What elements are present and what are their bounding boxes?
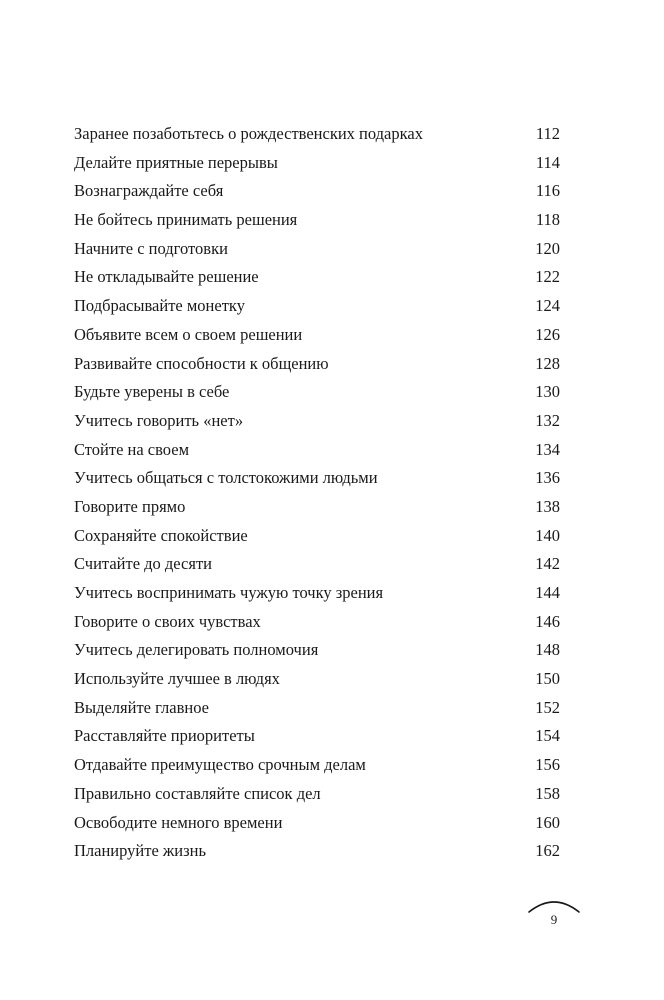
toc-entry-page: 122 <box>535 267 560 287</box>
toc-entry-title: Стойте на своем <box>74 439 190 459</box>
toc-entry <box>74 579 560 608</box>
toc-entry <box>74 436 560 465</box>
toc-entry-page: 124 <box>535 296 560 316</box>
toc-entry-title: Выделяйте главное <box>74 697 210 717</box>
toc-entry <box>74 407 560 436</box>
toc-entry <box>74 206 560 235</box>
toc-entry <box>74 837 560 866</box>
toc-entry-page: 126 <box>535 324 560 344</box>
toc-entry <box>74 751 560 780</box>
toc-entry-title: Используйте лучшее в людях <box>74 669 280 689</box>
toc-entry-page: 134 <box>535 439 560 459</box>
toc-entry-page: 144 <box>535 583 560 602</box>
toc-entry-title: Учитесь делегировать полномочия <box>74 640 319 660</box>
toc-entry-page: 138 <box>535 496 560 516</box>
toc-entry <box>74 263 560 292</box>
toc-entry-title: Учитесь воспринимать чужую точку зрения <box>74 583 384 602</box>
toc-entry-page: 154 <box>535 726 560 746</box>
toc-entry-title: Считайте до десяти <box>74 554 212 574</box>
toc-entry-title: Подбрасывайте монетку <box>74 296 245 316</box>
toc-entry-title: Развивайте способности к общению <box>74 353 329 373</box>
toc-entry-page: 116 <box>535 181 560 201</box>
toc-entry <box>74 292 560 321</box>
toc-entry <box>74 780 560 809</box>
page-number: 9 <box>550 912 558 927</box>
toc-entry <box>74 464 560 493</box>
toc-entry-page: 152 <box>535 697 560 717</box>
toc-entry-page: 130 <box>535 382 560 402</box>
toc-entry <box>74 350 560 379</box>
toc-entry-title: Говорите прямо <box>74 496 186 516</box>
toc-entry-page: 146 <box>535 611 560 631</box>
toc-entry-page: 150 <box>535 669 560 689</box>
toc-entry-page: 162 <box>535 841 560 861</box>
toc-entry-title: Сохраняйте спокойствие <box>74 525 248 545</box>
toc-entry-title: Говорите о своих чувствах <box>74 611 261 631</box>
toc-entry-page: 156 <box>535 755 560 775</box>
toc-entry-page: 120 <box>535 238 560 258</box>
toc-entry <box>74 235 560 264</box>
toc-entry-title: Планируйте жизнь <box>74 841 207 861</box>
toc-entry-title: Не откладывайте решение <box>74 267 259 287</box>
toc-entry-page: 132 <box>535 410 560 430</box>
toc-entry <box>74 522 560 551</box>
toc-entry-title: Заранее позаботьтесь о рождественских подарках <box>74 124 423 143</box>
toc-entry-page: 128 <box>535 353 560 373</box>
toc-entry-page: 160 <box>535 812 560 832</box>
toc-entry-page: 114 <box>535 152 560 172</box>
toc-entry <box>74 809 560 838</box>
toc-entry <box>74 608 560 637</box>
toc-entry <box>74 321 560 350</box>
toc-entry-title: Расставляйте приоритеты <box>74 726 255 746</box>
toc-entry-title: Объявите всем о своем решении <box>74 324 303 344</box>
toc-entry-title: Не бойтесь принимать решения <box>74 210 298 230</box>
toc-entry-title: Начните с подготовки <box>74 238 228 258</box>
toc-entry <box>74 665 560 694</box>
toc-entry-page: 118 <box>535 210 560 230</box>
toc-entry-title: Будьте уверены в себе <box>74 382 230 402</box>
toc-entry-page: 140 <box>535 525 560 545</box>
toc-entry-page: 112 <box>535 124 560 143</box>
toc-entry <box>74 636 560 665</box>
toc-entry <box>74 378 560 407</box>
toc-entry-title: Учитесь говорить «нет» <box>74 410 244 430</box>
toc-entry-page: 142 <box>535 554 560 574</box>
toc-entry-title: Вознаграждайте себя <box>74 181 224 201</box>
toc-entry-page: 158 <box>535 783 560 803</box>
toc-entry <box>74 550 560 579</box>
toc-entry-title: Учитесь общаться с толстокожими людьми <box>74 468 378 488</box>
toc-entry-title: Освободите немного времени <box>74 812 283 832</box>
page-folio <box>528 896 580 936</box>
table-of-contents <box>74 120 560 866</box>
toc-entry <box>74 120 560 149</box>
toc-entry <box>74 694 560 723</box>
toc-entry-title: Правильно составляйте список дел <box>74 783 321 803</box>
toc-entry <box>74 722 560 751</box>
toc-entry <box>74 493 560 522</box>
toc-entry-page: 148 <box>535 640 560 660</box>
toc-entry-title: Отдавайте преимущество срочным делам <box>74 755 366 775</box>
toc-entry <box>74 177 560 206</box>
toc-entry-page: 136 <box>535 468 560 488</box>
toc-entry <box>74 149 560 178</box>
toc-entry-title: Делайте приятные перерывы <box>74 152 278 172</box>
